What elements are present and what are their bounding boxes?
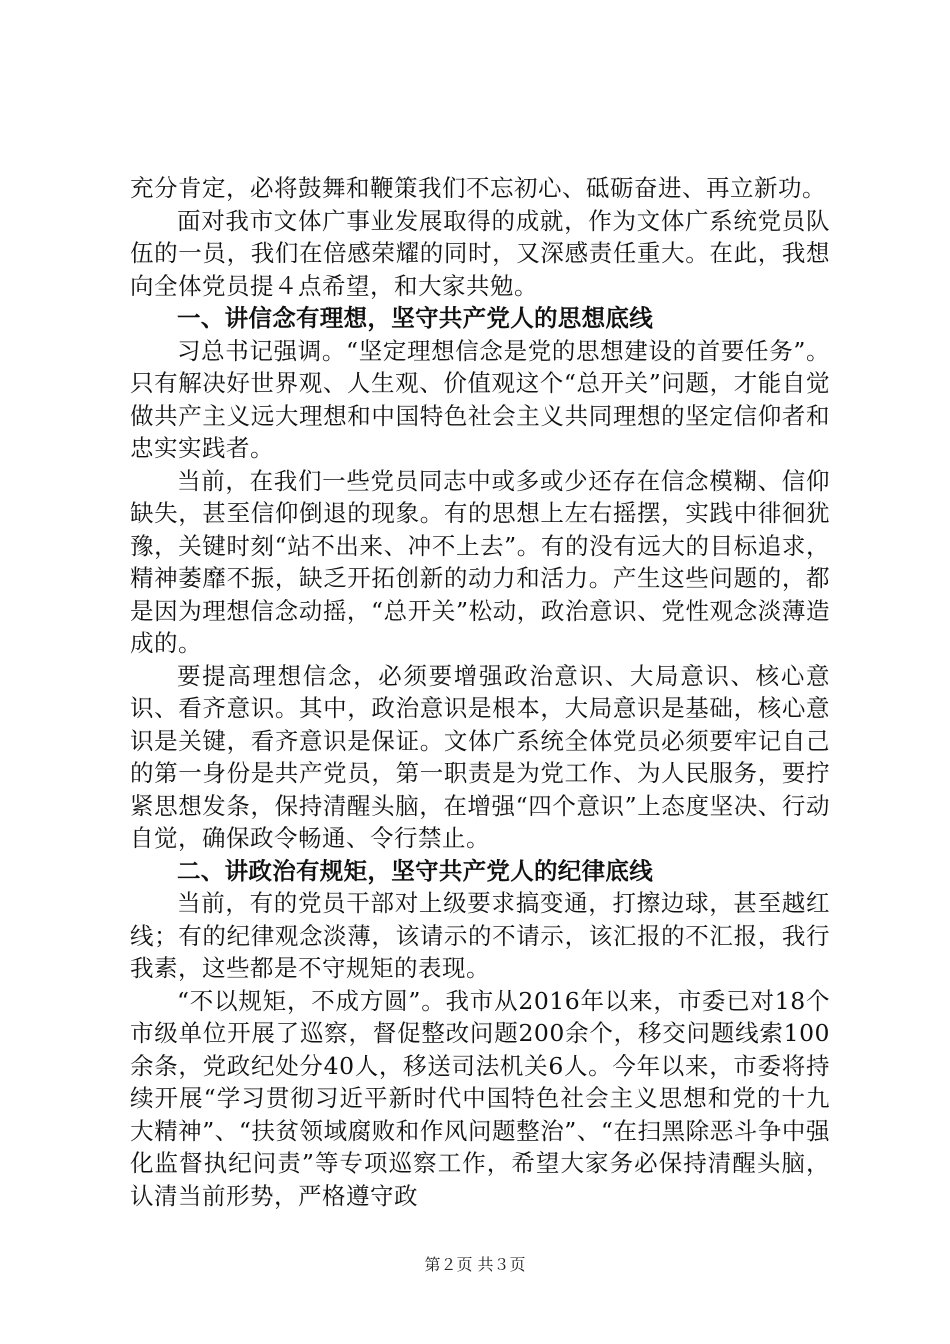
paragraph-1: 充分肯定，必将鼓舞和鞭策我们不忘初心、砥砺奋进、再立新功。 (130, 174, 826, 202)
document-body (130, 172, 830, 1212)
section-heading-2: 二、讲政治有规矩，坚守共产党人的纪律底线 (177, 856, 653, 885)
section-heading-1: 一、讲信念有理想，坚守共产党人的思想底线 (177, 304, 653, 332)
page-footer (0, 1252, 950, 1275)
paragraph-7: “不以规矩，不成方圆”。我市从2016年以来，市委已对18个市级单位开展了巡察，督促整改问题200余个，移交问题线索100余条，党政纪处分40人，移送司法机关6人。今年以来，市委将持续开展“学习贯彻习近平新时代中国特色社会主义思想和党的十九大精神”、“扶贫领域腐败和作风问题整治”、“在扫黑除恶斗争中强化监督执纪问责”等专项巡察工作，希望大家务必保持清醒头脑，认清当前形势，严格遵守政 (130, 986, 830, 1210)
page-number-label: 第２页 共３页 (424, 1255, 526, 1274)
paragraph-4: 当前，在我们一些党员同志中或多或少还存在信念模糊、信仰缺失，甚至信仰倒退的现象。有的思想上左右摇摆，实践中徘徊犹豫，关键时刻“站不出来、冲不上去”。有的没有远大的目标追求，精神萎靡不振，缺乏开拓创新的动力和活力。产生这些问题的，都是因为理想信念动摇，“总开关”松动，政治意识、党性观念淡薄造成的。 (130, 466, 830, 657)
paragraph-3: 习总书记强调。“坚定理想信念是党的思想建设的首要任务”。只有解决好世界观、人生观、价值观这个“总开关”问题，才能自觉做共产主义远大理想和中国特色社会主义共同理想的坚定信仰者和忠实实践者。 (130, 336, 830, 462)
paragraph-5: 要提高理想信念，必须要增强政治意识、大局意识、核心意识、看齐意识。其中，政治意识是根本，大局意识是基础，核心意识是关键，看齐意识是保证。文体广系统全体党员必须要牢记自己的第一身份是共产党员，第一职责是为党工作、为人民服务，要拧紧思想发条，保持清醒头脑，在增强“四个意识”上态度坚决、行动自觉，确保政令畅通、令行禁止。 (130, 661, 830, 852)
paragraph-2: 面对我市文体广事业发展取得的成就，作为文体广系统党员队伍的一员，我们在倍感荣耀的同时，又深感责任重大。在此，我想向全体党员提４点希望，和大家共勉。 (130, 206, 830, 300)
paragraph-6: 当前，有的党员干部对上级要求搞变通，打擦边球，甚至越红线；有的纪律观念淡薄，该请示的不请示，该汇报的不汇报，我行我素，这些都是不守规矩的表现。 (130, 889, 830, 982)
